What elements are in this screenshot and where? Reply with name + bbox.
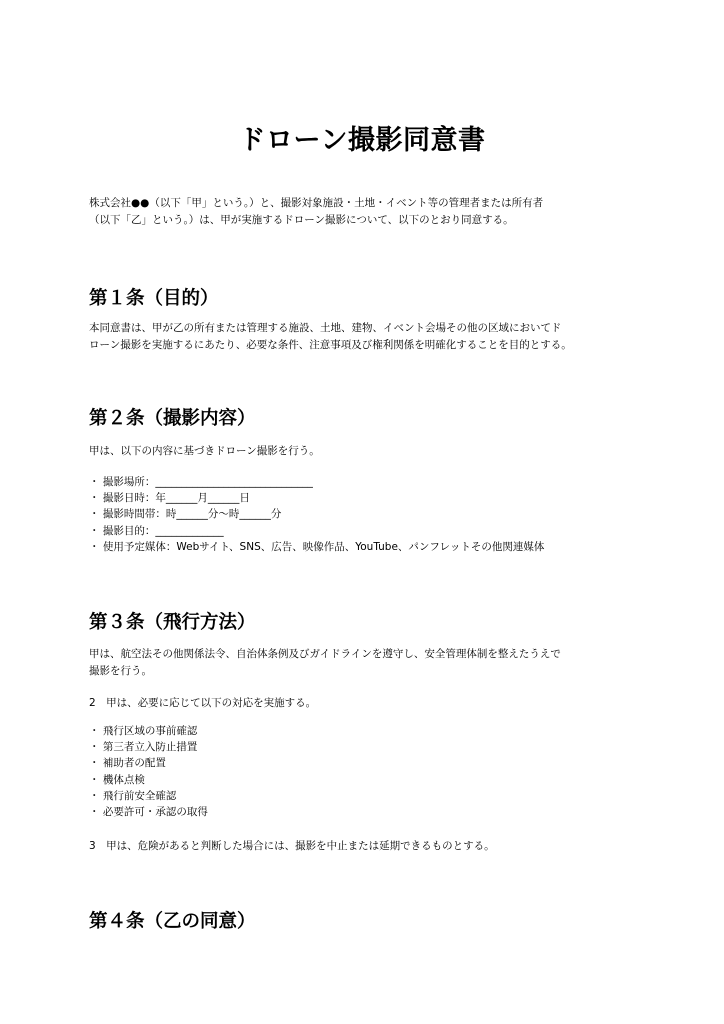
article-3-list xyxy=(89,723,208,820)
article-3-clause-2: 2 甲は、必要に応じて以下の対応を実施する。 xyxy=(89,697,317,709)
list-item: ・ 飛行区域の事前確認 xyxy=(89,725,198,737)
list-item: ・ 撮影時間帯：時______分〜時______分 xyxy=(89,508,282,521)
article-2-list xyxy=(89,474,544,555)
article-1-heading: 第１条（目的） xyxy=(89,288,219,309)
list-item: ・ 機体点検 xyxy=(89,773,145,786)
list-item: ・ 撮影場所：______________________________ xyxy=(89,476,313,488)
article-3-body: 甲は、航空法その他関係法令、自治体条例及びガイドラインを遵守し、安全管理体制を整えたうえで 撮影を行う。 xyxy=(89,648,561,677)
article-2-heading: 第２条（撮影内容） xyxy=(89,408,256,429)
article-3-heading: 第３条（飛行方法） xyxy=(89,612,256,633)
list-item: ・ 使用予定媒体：Webサイト、SNS、広告、映像作品、YouTube、パンフレットその他関連媒体 xyxy=(89,540,545,553)
list-item: ・ 飛行前安全確認 xyxy=(89,789,177,802)
list-item: ・ 撮影目的：_____________ xyxy=(89,524,224,537)
intro-paragraph: 株式会社●●（以下「甲」という。）と、撮影対象施設・土地・イベント等の管理者または所有者 （以下「乙」という。）は、甲が実施するドローン撮影について、以下のとおり同意する。 xyxy=(89,197,544,226)
article-4-heading: 第４条（乙の同意） xyxy=(89,911,256,932)
article-2-body: 甲は、以下の内容に基づきドローン撮影を行う。 xyxy=(89,445,320,457)
article-1-body: 本同意書は、甲が乙の所有または管理する施設、土地、建物、イベント会場その他の区域においてド ローン撮影を実施するにあたり、必要な条件、注意事項及び権利関係を明確化することを目的とする。 xyxy=(89,322,572,351)
document-title: ドローン撮影同意書 xyxy=(238,125,486,156)
list-item: ・ 補助者の配置 xyxy=(89,757,166,770)
article-3-clause-3: 3 甲は、危険があると判断した場合には、撮影を中止または延期できるものとする。 xyxy=(89,840,495,852)
list-item: ・ 撮影日時：年______月______日 xyxy=(89,492,250,505)
list-item: ・ 必要許可・承認の取得 xyxy=(89,806,208,819)
list-item: ・ 第三者立入防止措置 xyxy=(89,741,198,754)
